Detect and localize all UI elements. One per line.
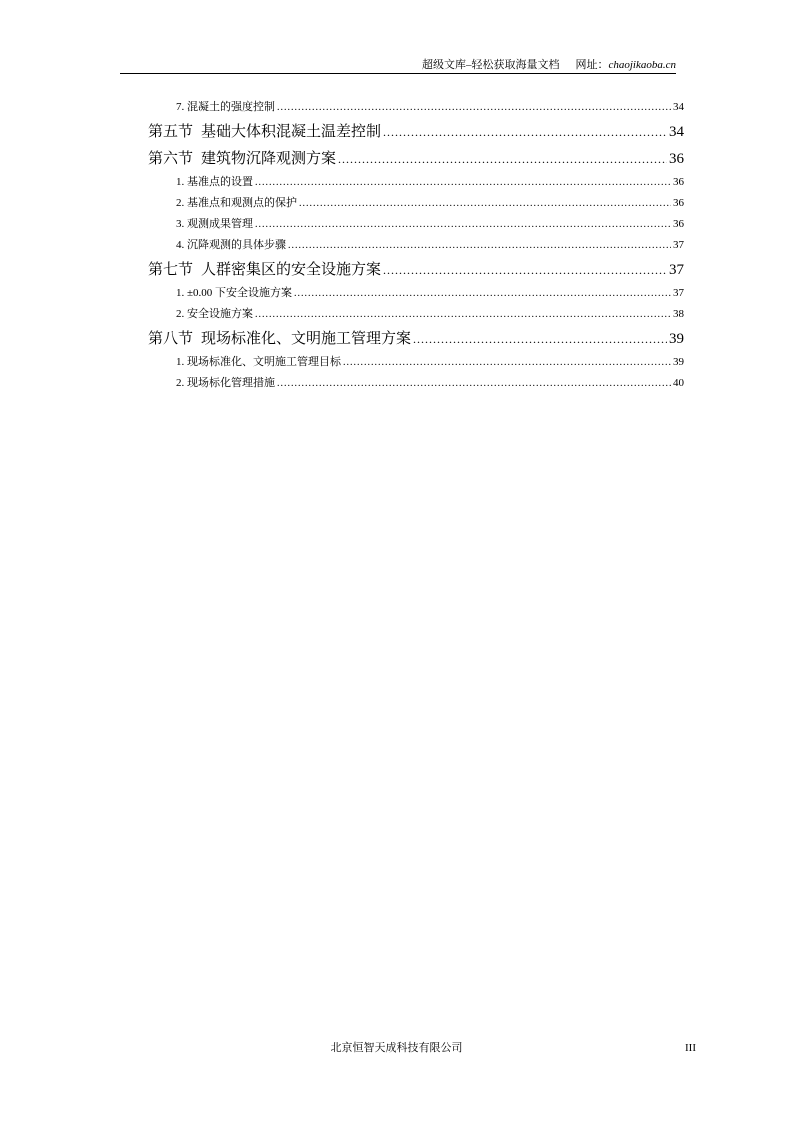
toc-leader-dots — [294, 284, 671, 303]
toc-entry-label: 2. 现场标化管理措施 — [176, 377, 275, 389]
header-rule — [120, 73, 676, 74]
toc-leader-dots — [288, 236, 671, 255]
toc-leader-dots — [255, 173, 671, 192]
toc-leader-dots — [338, 148, 667, 171]
toc-entry-label: 1. ±0.00 下安全设施方案 — [176, 287, 293, 299]
toc-leader-dots — [277, 374, 671, 393]
toc-entry[interactable] — [148, 236, 684, 255]
toc-section-page: 34 — [669, 124, 684, 140]
toc-entry-page: 40 — [673, 377, 684, 389]
toc-entry-page: 34 — [673, 101, 684, 113]
toc-entry-label: 2. 基准点和观测点的保护 — [176, 197, 297, 209]
header-site-url: chaojikaoba.cn — [608, 59, 676, 71]
toc-entry[interactable] — [148, 353, 684, 372]
toc-entry[interactable] — [148, 98, 684, 117]
toc-section-page: 37 — [669, 262, 684, 278]
toc-entry-label: 1. 基准点的设置 — [176, 176, 253, 188]
toc-entry-label: 7. 混凝土的强度控制 — [176, 101, 275, 113]
toc-section-number: 第八节 — [148, 331, 194, 347]
toc-entry[interactable] — [148, 374, 684, 393]
toc-section-page: 36 — [669, 151, 684, 167]
toc-section[interactable] — [148, 121, 684, 144]
toc-entry[interactable] — [148, 173, 684, 192]
toc-entry[interactable] — [148, 194, 684, 213]
toc-section-number: 第六节 — [148, 151, 194, 167]
toc-section-number: 第五节 — [148, 124, 194, 140]
toc-section[interactable] — [148, 148, 684, 171]
toc-section-label: 现场标准化、文明施工管理方案 — [201, 331, 412, 347]
footer-company: 北京恒智天成科技有限公司 — [330, 1042, 463, 1054]
toc-entry-page: 37 — [673, 239, 684, 251]
toc-entry-label: 2. 安全设施方案 — [176, 308, 253, 320]
toc-entry[interactable] — [148, 284, 684, 303]
toc-entry-page: 36 — [673, 197, 684, 209]
toc-leader-dots — [277, 98, 671, 117]
table-of-contents — [148, 96, 684, 393]
toc-entry[interactable] — [148, 305, 684, 324]
toc-entry-page: 38 — [673, 308, 684, 320]
toc-section-label: 基础大体积混凝土温差控制 — [201, 124, 382, 140]
toc-section-label: 建筑物沉降观测方案 — [201, 151, 337, 167]
page-header — [120, 58, 676, 72]
toc-section[interactable] — [148, 328, 684, 351]
toc-leader-dots — [299, 194, 671, 213]
header-site-label: 网址： — [575, 59, 609, 71]
header-brand: 超级文库–轻松获取海量文档 — [421, 59, 560, 71]
toc-leader-dots — [255, 305, 671, 324]
toc-leader-dots — [383, 121, 667, 144]
toc-entry[interactable] — [148, 215, 684, 234]
toc-section-page: 39 — [669, 331, 684, 347]
toc-entry-label: 4. 沉降观测的具体步骤 — [176, 239, 286, 251]
toc-entry-page: 39 — [673, 356, 684, 368]
toc-entry-page: 37 — [673, 287, 684, 299]
toc-section-number: 第七节 — [148, 262, 194, 278]
toc-leader-dots — [343, 353, 671, 372]
toc-entry-label: 1. 现场标准化、文明施工管理目标 — [176, 356, 341, 368]
toc-leader-dots — [255, 215, 671, 234]
toc-leader-dots — [413, 328, 667, 351]
toc-entry-page: 36 — [673, 218, 684, 230]
toc-section-label: 人群密集区的安全设施方案 — [201, 262, 382, 278]
toc-entry-page: 36 — [673, 176, 684, 188]
toc-leader-dots — [383, 259, 667, 282]
footer-page-number: III — [685, 1042, 696, 1054]
toc-section[interactable] — [148, 259, 684, 282]
toc-entry-label: 3. 观测成果管理 — [176, 218, 253, 230]
